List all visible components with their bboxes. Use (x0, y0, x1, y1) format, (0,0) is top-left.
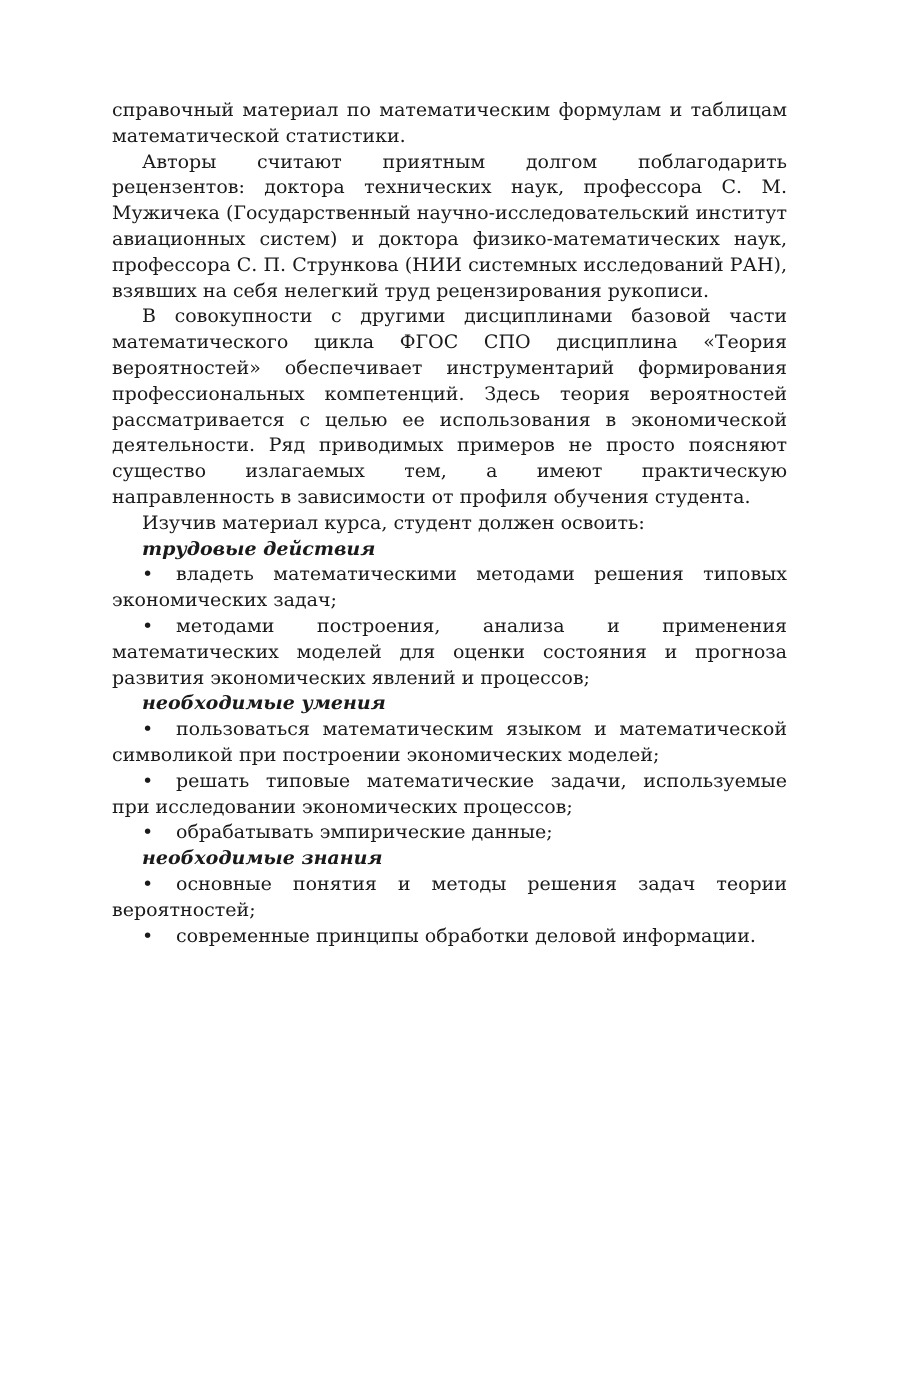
section-heading: трудовые действия (142, 537, 376, 560)
list-item (112, 872, 787, 924)
list-item-text: современные принципы обработки деловой информации. (176, 924, 756, 947)
list-item-text: методами построения, анализа и применения математических моделей для оценки состояния и прогноза развития экономических явлений и процессов; (112, 614, 787, 689)
bullet-icon: • (142, 821, 154, 844)
section-heading: необходимые знания (142, 847, 383, 870)
list-item (112, 820, 787, 846)
section-required-knowledge (112, 846, 787, 949)
bullet-icon: • (142, 563, 154, 586)
list-item-text: владеть математическими методами решения типовых экономических задач; (112, 563, 787, 612)
list-item (112, 769, 787, 821)
list-item-text: основные понятия и методы решения задач теории вероятностей; (112, 872, 787, 921)
section-labor-actions (112, 537, 787, 692)
bullet-icon: • (142, 872, 154, 895)
list-item-text: обрабатывать эмпирические данные; (176, 821, 553, 844)
bullet-icon: • (142, 769, 154, 792)
section-heading: необходимые умения (142, 692, 386, 715)
paragraph-acknowledgements: Авторы считают приятным долгом поблагодарить рецензентов: доктора технических наук, профессора С. М. Мужичека (Государственный научно-исследовательский институт авиационных систем) и доктора физико-математических наук, профессора С. П. Стрункова (НИИ системных исследований РАН), взявших на себя нелегкий труд рецензирования рукописи. (112, 150, 787, 302)
paragraph-continuation: справочный материал по математическим формулам и таблицам математической статистики. (112, 99, 787, 147)
list-item (112, 562, 787, 614)
bullet-icon: • (142, 718, 154, 741)
bullet-icon: • (142, 924, 154, 947)
paragraph-learning-intro: Изучив материал курса, студент должен освоить: (142, 511, 645, 534)
section-required-skills (112, 691, 787, 846)
paragraph-course-description: В совокупности с другими дисциплинами базовой части математического цикла ФГОС СПО дисциплина «Теория вероятностей» обеспечивает инструментарий формирования профессиональных компетенций. Здесь теория вероятностей рассматривается с целью ее использования в экономической деятельности. Ряд приводимых примеров не просто поясняют существо излагаемых тем, а имеют практическую направленность в зависимости от профиля обучения студента. (112, 305, 787, 508)
list-item (112, 717, 787, 769)
page-body (112, 98, 787, 949)
bullet-icon: • (142, 614, 154, 637)
list-item (112, 924, 787, 950)
list-item (112, 614, 787, 691)
list-item-text: решать типовые математические задачи, используемые при исследовании экономических процессов; (112, 769, 787, 818)
list-item-text: пользоваться математическим языком и математической символикой при построении экономических моделей; (112, 718, 787, 766)
